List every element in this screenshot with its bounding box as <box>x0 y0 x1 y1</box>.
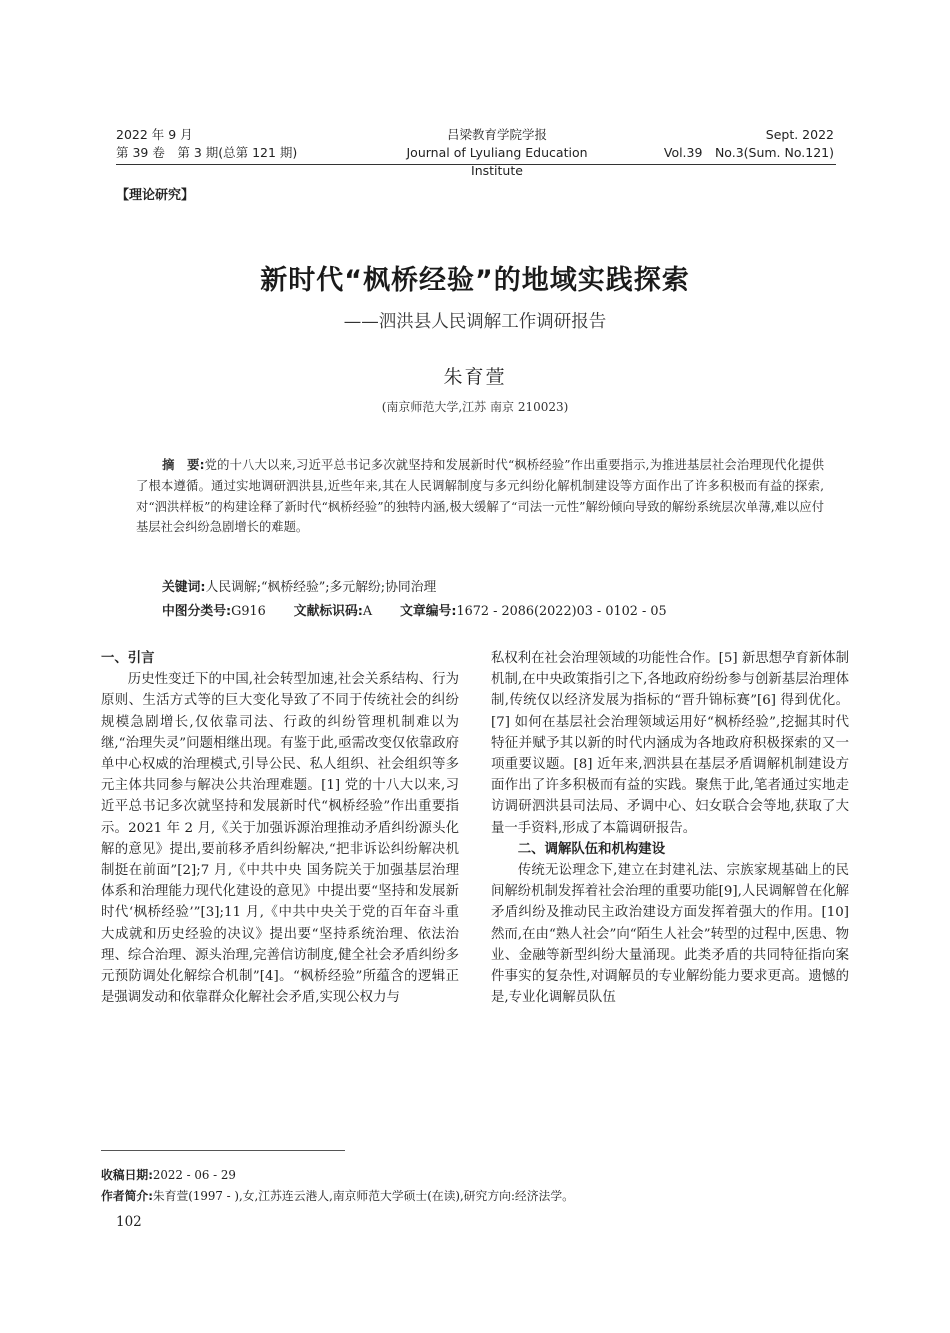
received-date: 2022 - 06 - 29 <box>152 1168 236 1182</box>
author-name: 朱育萱 <box>443 366 507 388</box>
abstract-text: 党的十八大以来,习近平总书记多次就坚持和发展新时代“枫桥经验”作出重要指示,为推进基层社会治理现代化提供了根本遵循。通过实地调研泗洪县,近些年来,其在人民调解制度与多元纠纷化解机制建设等方面作出了许多积极而有益的探索,对“泗洪样板”的构建诠释了新时代“枫桥经验”的独特内涵,极大缓解了“司法一元性”解纷倾向导致的解纷系统层次单薄,难以应付基层社会纠纷急剧增长的难题。 <box>136 458 824 535</box>
classification-line <box>162 600 667 619</box>
doc-code-label: 文献标识码: <box>293 604 363 619</box>
footnote-rule <box>101 1150 345 1151</box>
bio-label: 作者简介: <box>101 1189 153 1203</box>
section-heading-mediation: 二、调解队伍和机构建设 <box>517 841 666 857</box>
body-paragraph: 私权利在社会治理领域的功能性合作。[5] 新思想孕育新体制机制,在中央政策指引之下,各地政府纷纷参与创新基层治理体制,传统仅以经济发展为指标的“晋升锦标赛”[6] 得到优化。[7] 如何在基层社会治理领域运用好“枫桥经验”,挖掘其时代特征并赋予其以新的时代内涵成为各地政府积极探索的又一项重要议题。[8] 近年来,泗洪县在基层矛盾调解机制建设方面作出了许多积极而有益的实践。聚焦于此,笔者通过实地走访调研泗洪县司法局、矛调中心、妇女联合会等地,获取了大量一手资料,形成了本篇调研报告。 <box>491 651 849 836</box>
keywords <box>162 576 436 595</box>
keywords-text: 人民调解;“枫桥经验”;多元解纷;协同治理 <box>205 580 437 595</box>
header-issue-cn: 第 39 卷 第 3 期(总第 121 期) <box>116 145 298 160</box>
keywords-label: 关键词: <box>162 580 206 595</box>
header-right <box>664 126 834 162</box>
bio-text: 朱育萱(1997 - ),女,江苏连云港人,南京师范大学硕士(在读),研究方向:经济法学。 <box>152 1189 574 1203</box>
body-paragraph: 历史性变迁下的中国,社会转型加速,社会关系结构、行为原则、生活方式等的巨大变化导致了不同于传统社会的纠纷规模急剧增长,仅依靠司法、行政的纠纷管理机制难以为继,“治理失灵”问题相继出现。有鉴于此,亟需改变仅依靠政府单中心权威的治理模式,引导公民、私人组织、社会组织等多元主体共同参与解决公共治理难题。[1] 党的十八大以来,习近平总书记多次就坚持和发展新时代“枫桥经验”作出重要指示。2021 年 2 月,《关于加强诉源治理推动矛盾纠纷源头化解的意见》提出,要前移矛盾纠纷解决,“把非诉讼纠纷解决机制挺在前面”[2];7 月,《中共中央 国务院关于加强基层治理体系和治理能力现代化建设的意见》中提出要“坚持和发展新时代‘枫桥经验’”[3];11 月,《中共中央关于党的百年奋斗重大成就和历史经验的决议》提出要“坚持系统治理、依法治理、综合治理、源头治理,完善信访制度,健全社会矛盾纠纷多元预防调处化解综合机制”[4]。“枫桥经验”所蕴含的逻辑正是强调发动和依靠群众化解社会矛盾,实现公权力与 <box>101 672 459 1006</box>
left-column <box>101 648 459 1008</box>
header-issue-en: Vol.39 No.3(Sum. No.121) <box>663 145 834 160</box>
article-no-label: 文章编号: <box>400 604 457 619</box>
body-paragraph: 传统无讼理念下,建立在封建礼法、宗族家规基础上的民间解纷机制发挥着社会治理的重要功能[9],人民调解曾在化解矛盾纠纷及推动民主政治建设方面发挥着强大的作用。[10] 然而,在由“熟人社会”向“陌生人社会”转型的过程中,医患、物业、金融等新型纠纷大量涌现。此类矛盾的共同特征指向案件事实的复杂性,对调解员的专业解纷能力要求更高。遗憾的是,专业化调解员队伍 <box>491 863 849 1006</box>
header-journal-cn: 吕梁教育学院学报 <box>446 127 547 142</box>
section-tag: 【理论研究】 <box>116 188 195 203</box>
header-date-cn: 2022 年 9 月 <box>116 127 193 142</box>
clc-label: 中图分类号: <box>162 604 232 619</box>
abstract-label: 摘 要: <box>162 458 205 472</box>
article-subtitle: ——泗洪县人民调解工作调研报告 <box>343 312 607 332</box>
right-column <box>491 648 849 1008</box>
article-title: 新时代“枫桥经验”的地域实践探索 <box>260 265 690 296</box>
clc-value: G916 <box>231 604 266 619</box>
header-date-en: Sept. 2022 <box>765 127 834 142</box>
header-left <box>116 126 297 162</box>
header-journal-en: Journal of Lyuliang Education Institute <box>406 145 588 178</box>
abstract <box>136 455 824 538</box>
author-affiliation: (南京师范大学,江苏 南京 210023) <box>381 400 569 414</box>
footnote-received <box>101 1166 236 1184</box>
header-center <box>380 126 614 180</box>
doc-code-value: A <box>362 604 373 619</box>
footnote-author-bio <box>101 1187 574 1205</box>
article-no-value: 1672 - 2086(2022)03 - 0102 - 05 <box>456 604 667 619</box>
page-number: 102 <box>116 1214 142 1230</box>
header-rule <box>116 164 836 165</box>
section-heading-intro: 一、引言 <box>101 651 155 666</box>
received-label: 收稿日期: <box>101 1168 153 1182</box>
